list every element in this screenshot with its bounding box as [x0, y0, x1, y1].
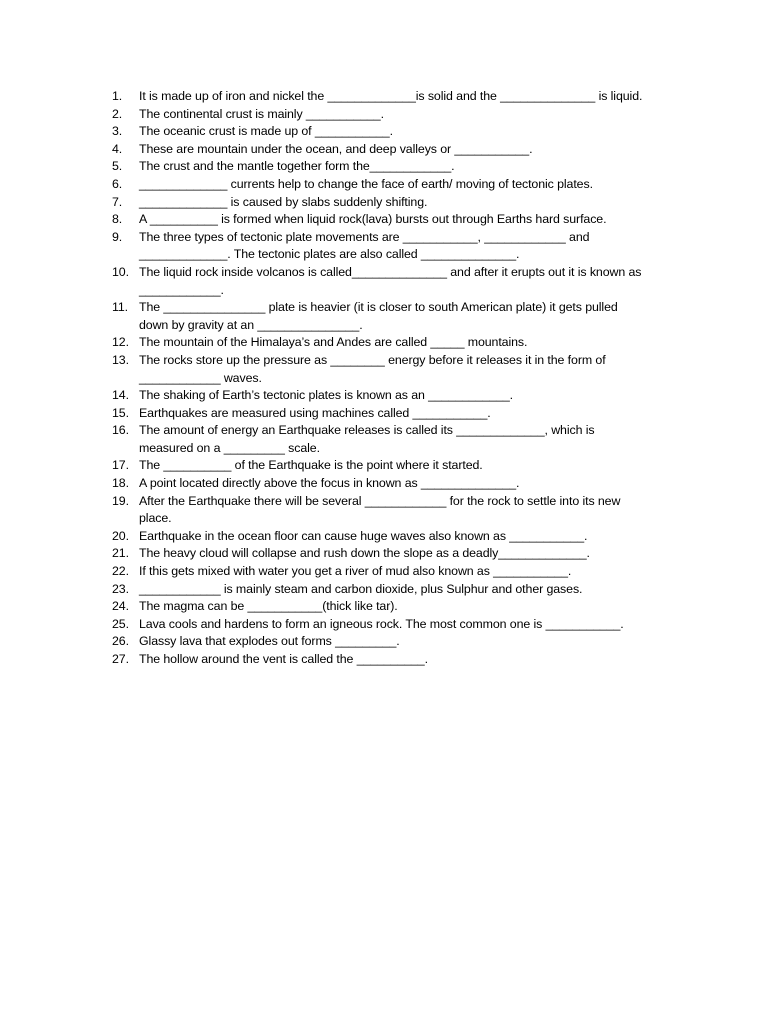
question-item [112, 457, 682, 475]
question-text [139, 598, 398, 616]
question-number: 18. [112, 476, 129, 491]
question-item [112, 563, 682, 581]
question-text [139, 106, 384, 124]
question-item [112, 194, 682, 212]
question-item [112, 106, 682, 124]
question-text [139, 264, 641, 299]
question-text-line: _____________ is caused by slabs suddenly shifting. [139, 194, 428, 209]
question-text-line: The rocks store up the pressure as ________ energy before it releases it in the form of [139, 352, 606, 367]
question-number: 12. [112, 335, 129, 350]
question-text-line: The liquid rock inside volcanos is called______________ and after it erupts out it is known as [139, 264, 642, 279]
question-text-line: The three types of tectonic plate movements are ___________, ____________ and [139, 229, 590, 244]
question-item [112, 299, 682, 334]
question-item [112, 422, 682, 457]
question-number-cell [112, 352, 139, 370]
question-number: 4. [112, 141, 123, 156]
question-number: 1. [112, 89, 123, 103]
question-text-line: down by gravity at an _______________. [139, 317, 363, 332]
question-item [112, 141, 682, 159]
question-number: 10. [112, 264, 129, 279]
question-number-cell [112, 528, 139, 546]
question-number-cell [112, 211, 139, 229]
question-item [112, 176, 682, 194]
question-text [139, 616, 624, 634]
question-item [112, 229, 682, 264]
question-text-line: place. [139, 511, 172, 526]
question-item [112, 352, 682, 387]
question-text-line: It is made up of iron and nickel the _____________is solid and the ______________ is liquid. [139, 89, 643, 103]
question-number-cell [112, 581, 139, 599]
question-number: 2. [112, 106, 123, 121]
question-text [139, 563, 571, 581]
question-text-line: _____________. The tectonic plates are also called ______________. [139, 247, 520, 262]
question-number: 17. [112, 458, 129, 473]
question-number: 15. [112, 405, 129, 420]
question-text-line: ____________ waves. [139, 370, 262, 385]
question-number-cell [112, 475, 139, 493]
question-text [139, 158, 455, 176]
question-text-line: Lava cools and hardens to form an igneous rock. The most common one is ___________. [139, 616, 624, 631]
question-number-cell [112, 123, 139, 141]
question-item [112, 528, 682, 546]
question-text [139, 299, 618, 334]
question-number: 3. [112, 124, 123, 139]
question-number-cell [112, 334, 139, 352]
question-text-line: measured on a _________ scale. [139, 440, 320, 455]
question-number-cell [112, 493, 139, 511]
question-number-cell [112, 457, 139, 475]
question-text-line: ____________. [139, 282, 224, 297]
question-item [112, 158, 682, 176]
question-number-cell [112, 176, 139, 194]
question-text [139, 633, 400, 651]
question-item [112, 633, 682, 651]
question-item [112, 387, 682, 405]
question-number: 23. [112, 581, 129, 596]
question-text [139, 405, 491, 423]
question-text [139, 334, 527, 352]
question-item [112, 211, 682, 229]
question-text [139, 229, 589, 264]
question-text [139, 141, 532, 159]
question-number: 8. [112, 212, 123, 227]
question-text [139, 457, 483, 475]
question-text [139, 422, 594, 457]
question-number: 19. [112, 493, 129, 508]
question-text-line: A point located directly above the focus in known as ______________. [139, 476, 520, 491]
question-text-line: The mountain of the Himalaya’s and Andes are called _____ mountains. [139, 335, 528, 350]
question-number-cell [112, 264, 139, 282]
question-item [112, 475, 682, 493]
question-text [139, 194, 427, 212]
question-number: 9. [112, 229, 123, 244]
question-item [112, 405, 682, 423]
question-number-cell [112, 299, 139, 317]
question-number: 22. [112, 564, 129, 579]
question-number-cell [112, 405, 139, 423]
question-number-cell [112, 88, 139, 106]
question-text-line: The _______________ plate is heavier (it is closer to south American plate) it gets pulled [139, 300, 618, 315]
question-text-line: Earthquake in the ocean floor can cause huge waves also known as ___________. [139, 528, 588, 543]
question-text-line: The __________ of the Earthquake is the point where it started. [139, 458, 483, 473]
question-item [112, 651, 682, 669]
question-text-line: The oceanic crust is made up of ___________. [139, 124, 393, 139]
question-item [112, 264, 682, 299]
question-text-line: The amount of energy an Earthquake releases is called its _____________, which is [139, 423, 595, 438]
question-text [139, 545, 590, 563]
question-number-cell [112, 158, 139, 176]
question-number-cell [112, 141, 139, 159]
question-number: 14. [112, 388, 129, 403]
question-text [139, 176, 593, 194]
question-text [139, 475, 519, 493]
question-item [112, 334, 682, 352]
question-text [139, 123, 393, 141]
question-text-line: _____________ currents help to change the face of earth/ moving of tectonic plates. [139, 176, 593, 191]
question-item [112, 123, 682, 141]
question-text-line: ____________ is mainly steam and carbon dioxide, plus Sulphur and other gases. [139, 581, 583, 596]
question-item [112, 581, 682, 599]
question-text [139, 211, 606, 229]
question-item [112, 545, 682, 563]
question-text [139, 352, 606, 387]
question-item [112, 493, 682, 528]
question-number-cell [112, 229, 139, 247]
question-text [139, 493, 620, 528]
question-text-line: Glassy lava that explodes out forms _________. [139, 634, 400, 649]
question-text [139, 581, 582, 599]
question-item [112, 598, 682, 616]
question-text-line: A __________ is formed when liquid rock(lava) bursts out through Earths hard surface. [139, 212, 607, 227]
question-number-cell [112, 194, 139, 212]
question-text-line: The heavy cloud will collapse and rush down the slope as a deadly_____________. [139, 546, 590, 561]
question-number: 16. [112, 423, 129, 438]
question-list [112, 88, 682, 669]
question-item [112, 88, 682, 106]
question-number-cell [112, 633, 139, 651]
question-text [139, 387, 513, 405]
question-number-cell [112, 651, 139, 669]
question-number-cell [112, 598, 139, 616]
question-number: 24. [112, 599, 129, 614]
question-number: 7. [112, 194, 123, 209]
question-number: 25. [112, 616, 129, 631]
question-text-line: These are mountain under the ocean, and deep valleys or ___________. [139, 141, 533, 156]
question-text-line: Earthquakes are measured using machines called ___________. [139, 405, 491, 420]
question-number-cell [112, 387, 139, 405]
question-number-cell [112, 422, 139, 440]
question-number: 5. [112, 159, 123, 174]
question-text-line: If this gets mixed with water you get a river of mud also known as ___________. [139, 564, 572, 579]
question-text-line: The shaking of Earth’s tectonic plates is known as an ____________. [139, 388, 513, 403]
question-number-cell [112, 616, 139, 634]
question-number: 27. [112, 652, 129, 666]
question-text [139, 88, 642, 106]
question-number: 21. [112, 546, 129, 561]
question-text-line: The continental crust is mainly ___________. [139, 106, 384, 121]
question-number-cell [112, 545, 139, 563]
question-number: 6. [112, 176, 123, 191]
question-number: 11. [112, 300, 129, 315]
question-text-line: The magma can be ___________(thick like tar). [139, 599, 398, 614]
question-number-cell [112, 563, 139, 581]
question-text-line: The hollow around the vent is called the __________. [139, 652, 428, 666]
question-item [112, 616, 682, 634]
question-number-cell [112, 106, 139, 124]
question-number: 20. [112, 528, 129, 543]
question-text [139, 651, 428, 669]
question-text [139, 528, 587, 546]
question-text-line: The crust and the mantle together form the____________. [139, 159, 455, 174]
question-number: 13. [112, 352, 129, 367]
question-text-line: After the Earthquake there will be several ____________ for the rock to settle into its new [139, 493, 621, 508]
question-number: 26. [112, 634, 129, 649]
